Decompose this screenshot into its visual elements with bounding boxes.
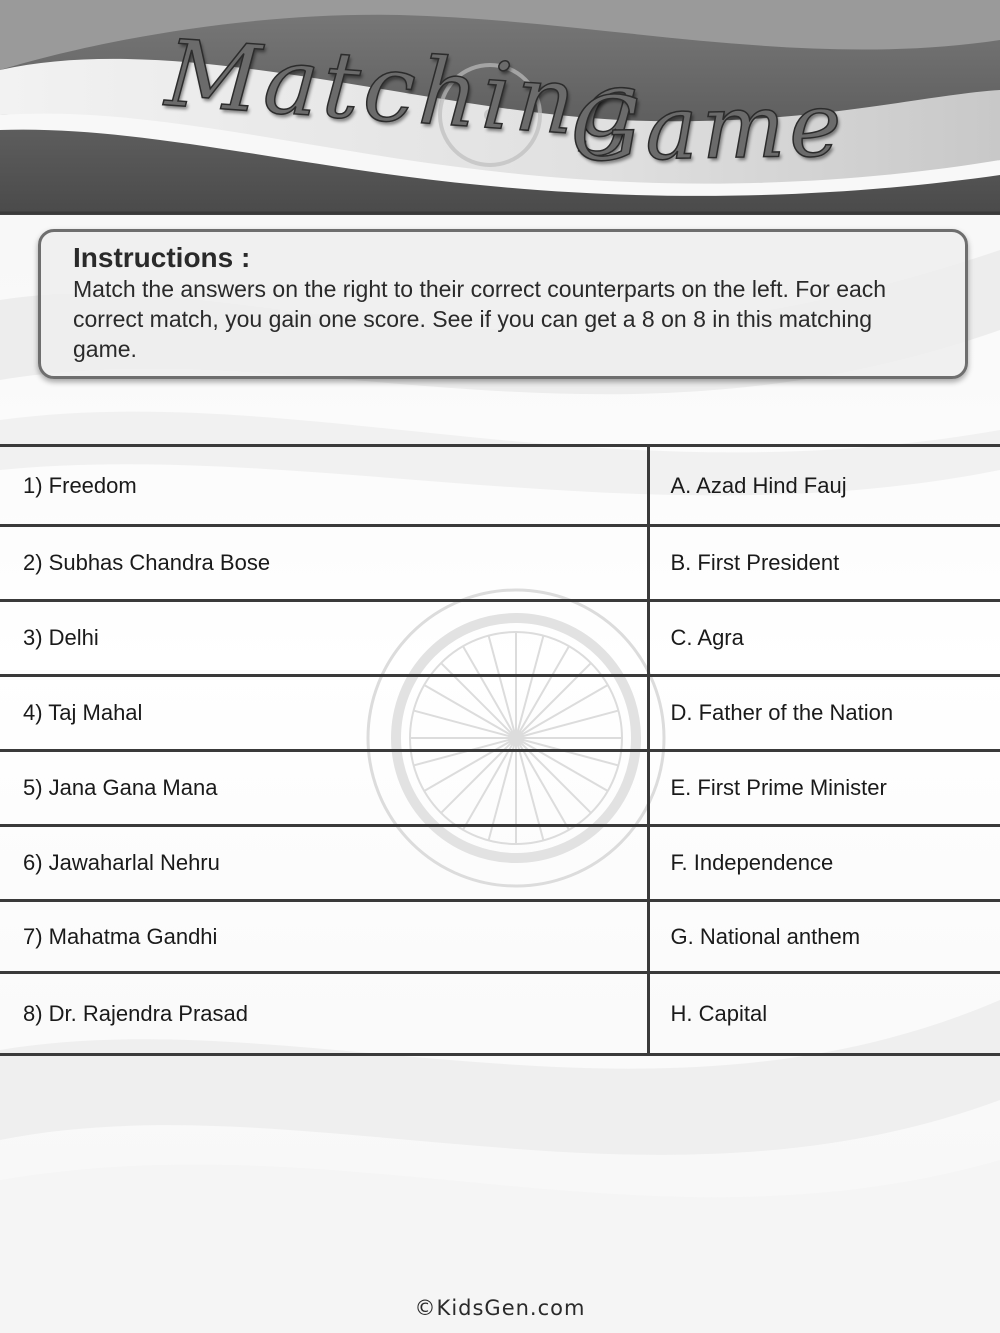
question-item: 1) Freedom	[0, 446, 648, 526]
table-row	[0, 826, 1000, 901]
question-item: 3) Delhi	[0, 601, 648, 676]
instructions-heading: Instructions :	[73, 242, 251, 273]
table-row	[0, 526, 1000, 601]
question-item: 2) Subhas Chandra Bose	[0, 526, 648, 601]
answer-item: F. Independence	[648, 826, 1000, 901]
table-row	[0, 676, 1000, 751]
title-game: Game	[570, 73, 847, 181]
matching-table	[0, 444, 1000, 1056]
instructions-box	[38, 229, 968, 379]
question-item: 4) Taj Mahal	[0, 676, 648, 751]
answer-item: G. National anthem	[648, 901, 1000, 973]
answer-item: E. First Prime Minister	[648, 751, 1000, 826]
answer-item: H. Capital	[648, 973, 1000, 1055]
question-item: 7) Mahatma Gandhi	[0, 901, 648, 973]
page-title	[0, 0, 1000, 215]
table-row	[0, 901, 1000, 973]
answer-item: C. Agra	[648, 601, 1000, 676]
table-row	[0, 751, 1000, 826]
question-item: 8) Dr. Rajendra Prasad	[0, 973, 648, 1055]
instructions-text: Match the answers on the right to their correct counterparts on the left. For each correct match, you gain one score. See if you can get a 8 on 8 in this matching game.	[73, 276, 887, 362]
question-item: 6) Jawaharlal Nehru	[0, 826, 648, 901]
table-row	[0, 601, 1000, 676]
answer-item: A. Azad Hind Fauj	[648, 446, 1000, 526]
answer-item: D. Father of the Nation	[648, 676, 1000, 751]
title-matching: Matching	[162, 20, 646, 160]
table-row	[0, 973, 1000, 1055]
question-item: 5) Jana Gana Mana	[0, 751, 648, 826]
answer-item: B. First President	[648, 526, 1000, 601]
copyright-footer: ©KidsGen.com	[414, 1296, 586, 1320]
table-row	[0, 446, 1000, 526]
